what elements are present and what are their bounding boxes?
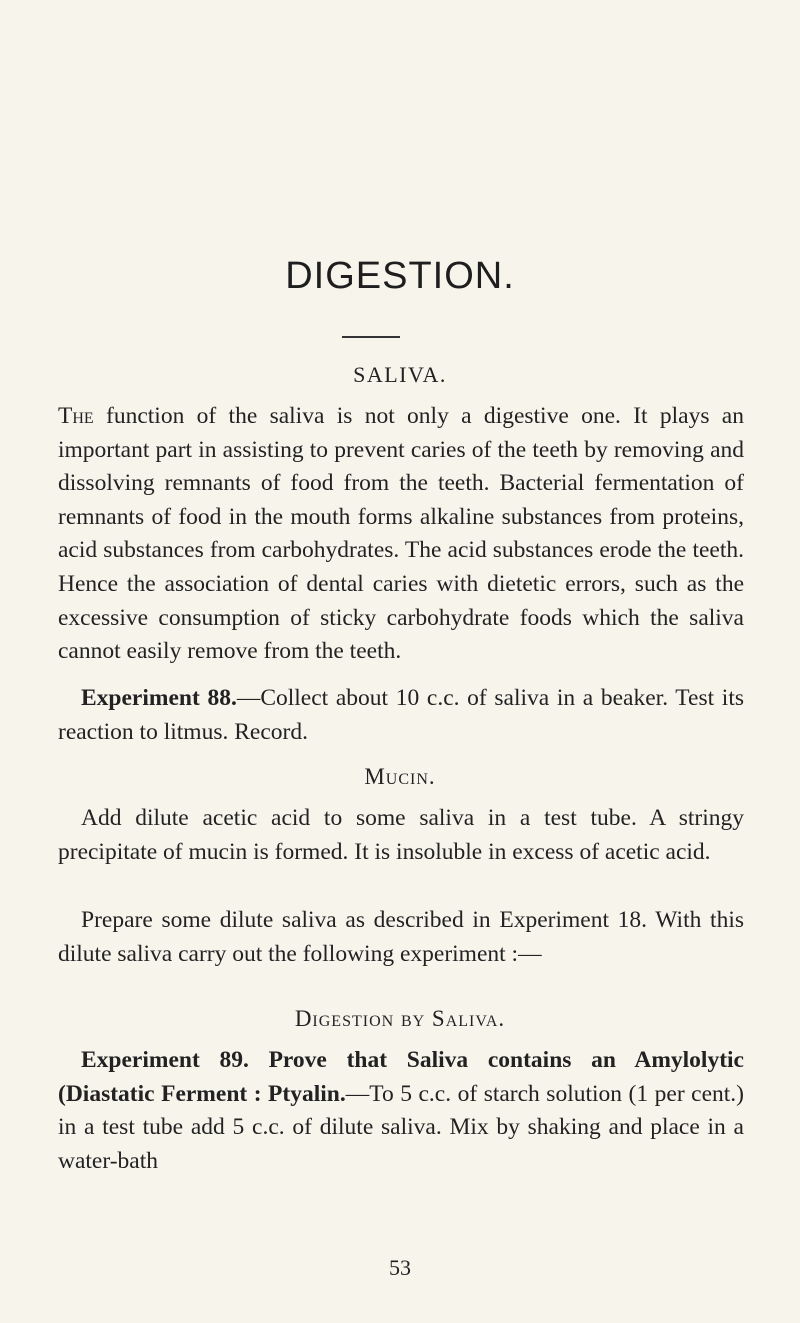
page-number: 53 [389,1255,411,1280]
experiment-88-paragraph [58,682,744,749]
intro-text: function of the saliva is not only a digestive one. It plays an important part in assisting to prevent caries of the teeth by removing and dissolving remnants of food from the teeth. Bacterial fermentation of remnants of food in the mouth forms alkaline substances from proteins, acid substances from carbohydrates. The acid substances erode the teeth. Hence the association of dental caries with dietetic errors, such as the excessive consumption of sticky carbohydrate foods which the saliva cannot easily remove from the teeth. [58,403,744,665]
experiment-89-text: —To 5 c.c. of starch solution (1 per cent.) in a test tube add 5 c.c. of dilute saliva. Mix by shaking and place in a water-bath [58,1080,744,1174]
experiment-88-text: —Collect about 10 c.c. of saliva in a beaker. Test its reaction to litmus. Record. [58,685,744,745]
saliva-intro-paragraph [58,400,744,669]
section-heading-mucin: Mucin. [364,764,436,789]
experiment-89-label: Experiment 89. Prove that Saliva contains an Amylolytic (Diastatic Ferment : Ptyalin. [58,1047,744,1107]
mucin-paragraph-1: Add dilute acetic acid to some saliva in a test tube. A stringy precipitate of mucin is formed. It is insoluble in excess of acetic acid. [58,805,744,865]
mucin-paragraph-2: Prepare some dilute saliva as described in Experiment 18. With this dilute saliva carry out the following experiment :— [58,907,744,967]
chapter-title: DIGESTION. [285,255,515,297]
experiment-89-paragraph [58,1044,744,1178]
section-heading-digestion-by-saliva: Digestion by Saliva. [294,1006,506,1031]
experiment-88-label: Experiment 88. [81,685,237,711]
intro-first-word: The [58,403,94,429]
title-divider [342,336,400,338]
section-heading-saliva: SALIVA. [353,362,447,387]
